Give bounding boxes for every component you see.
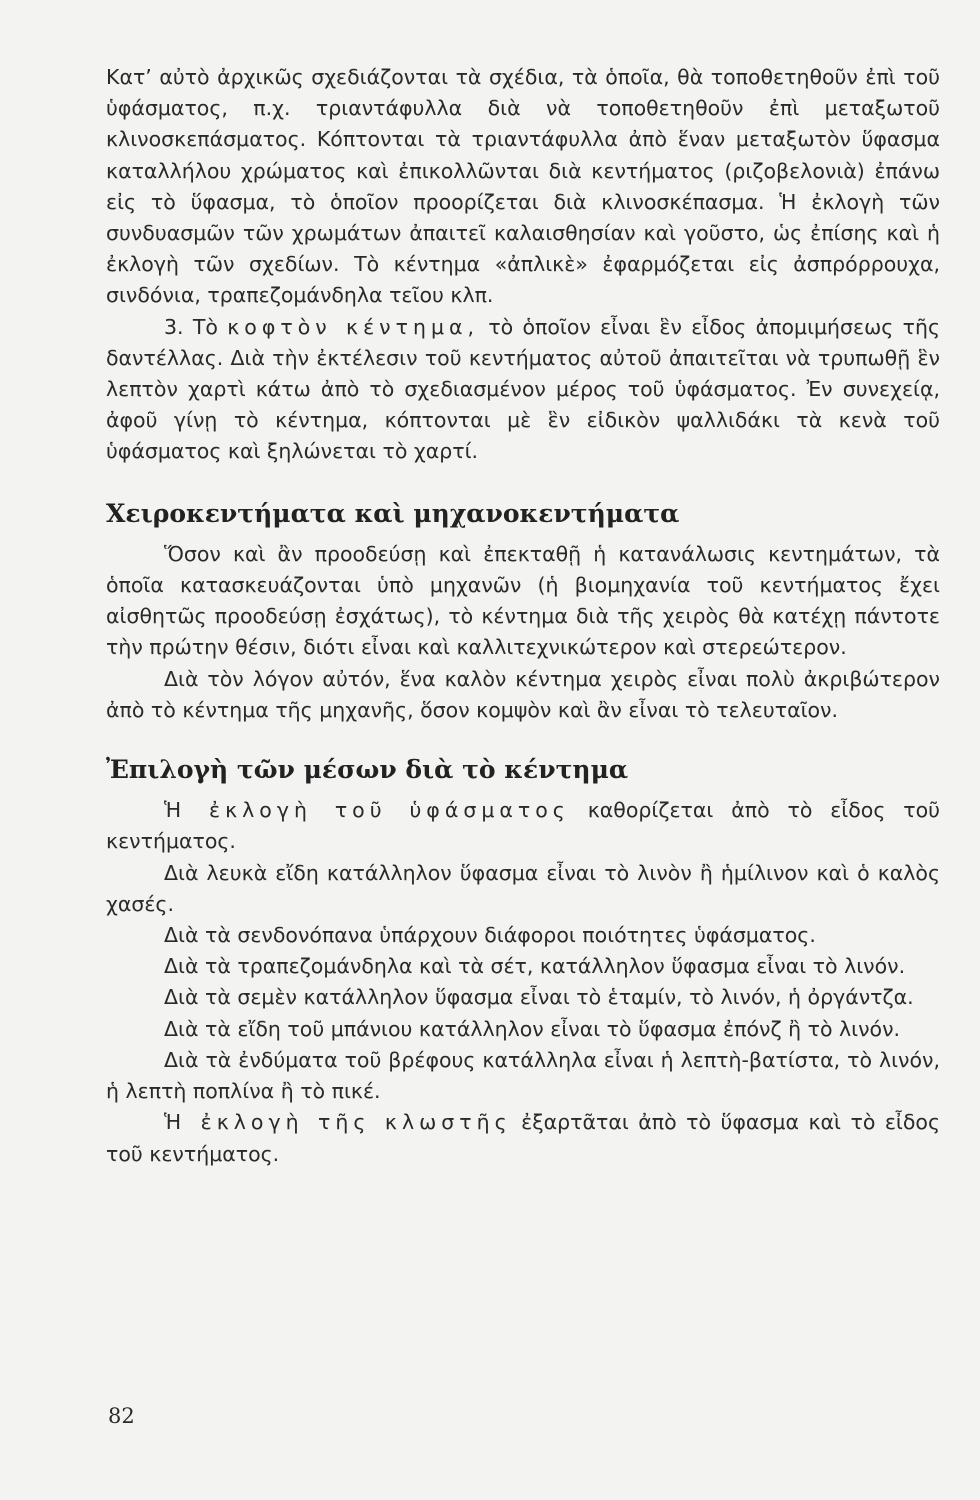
paragraph-sheets: Διὰ τὰ σενδονόπανα ὑπάρχουν διάφοροι ποιότητες ὑφάσματος. [164,923,816,948]
paragraph-baby-clothes: Διὰ τὰ ἐνδύματα τοῦ βρέφους κατάλληλα εἶναι ἡ λεπτὴ-βατίστα, τὸ λινόν, ἡ λεπτὴ ποπλίνα ἢ τὸ πικέ. [106,1047,940,1104]
paragraph-placemats: Διὰ τὰ σεμὲν κατάλληλον ὕφασμα εἶναι τὸ ἑταμίν, τὸ λινόν, ἡ ὀργάντζα. [164,985,914,1010]
paragraph-hand-machine-2: Διὰ τὸν λόγον αὐτόν, ἕνα καλὸν κέντημα χειρὸς εἶναι πολὺ ἀκριβώτερον ἀπὸ τὸ κέντημα τῆς μηχανῆς, ὅσον κομψὸν καὶ ἂν εἶναι τὸ τελευταῖον. [106,666,940,722]
thread-choice-term: Ἡ ἐκλογὴ τῆς κλωστῆς [164,1110,512,1135]
page-text [106,62,940,1170]
fabric-choice-term: Ἡ ἐκλογὴ τοῦ ὑφάσματος [164,798,570,823]
cut-embroidery-text: τὸ ὁποῖον εἶναι ἓν εἶδος ἀπομιμήσεως τῆς δαντέλλας. Διὰ τὴν ἐκτέλεσιν τοῦ κεντήματος αὐτοῦ ἀπαιτεῖται νὰ τρυπωθῇ ἓν λεπτὸν χαρτὶ κάτω ἀπὸ τὸ σχεδιασμένον μέρος τοῦ ὑφάσματος. Ἐν συνεχείᾳ, ἀφοῦ γίνῃ τὸ κέντημα, κόπτονται μὲ ἓν εἰδικὸν ψαλλιδάκι τὰ κενὰ τοῦ ὑφάσματος καὶ ξηλώνεται τὸ χαρτί. [106,314,940,464]
thread-choice-text: ἐξαρτᾶται ἀπὸ τὸ ὕφασμα καὶ τὸ εἶδος τοῦ κεντήματος. [106,1110,940,1166]
paragraph-hand-machine-1: Ὅσον καὶ ἂν προοδεύσῃ καὶ ἐπεκταθῇ ἡ κατανάλωσις κεντημάτων, τὰ ὁποῖα κατασκευάζονται ὑπὸ μηχανῶν (ἡ βιομηχανία τοῦ κεντήματος ἔχει αἰσθητῶς προοδεύσῃ ἐσχάτως), τὸ κέντημα διὰ τῆς χειρὸς θὰ κατέχῃ πάντοτε τὴν πρώτην θέσιν, διότι εἶναι καὶ καλλιτεχνικώτερον καὶ στερεώτερον. [106,541,940,660]
paragraph-white-goods: Διὰ λευκὰ εἴδη κατάλληλον ὕφασμα εἶναι τὸ λινὸν ἢ ἡμίλινον καὶ ὁ καλὸς χασές. [106,860,940,916]
section-heading-hand-machine: Χειροκεντήματα καὶ μηχανοκεντήματα [106,498,680,528]
paragraph-cut-embroidery [106,312,940,468]
paragraph-thread-choice [106,1107,940,1169]
paragraph-fabric-choice [106,795,940,857]
paragraph-tablecloths: Διὰ τὰ τραπεζομάνδηλα καὶ τὰ σέτ, κατάλληλον ὕφασμα εἶναι τὸ λινόν. [164,954,906,979]
paragraph-bath: Διὰ τὰ εἴδη τοῦ μπάνιου κατάλληλον εἶναι τὸ ὕφασμα ἐπόνζ ἢ τὸ λινόν. [164,1016,901,1041]
fabric-choice-text: καθορίζεται ἀπὸ τὸ εἶδος τοῦ κεντήματος. [106,798,940,854]
cut-embroidery-number: 3. Τὸ [164,314,218,339]
paragraph-applique: Κατ’ αὐτὸ ἀρχικῶς σχεδιάζονται τὰ σχέδια, τὰ ὁποῖα, θὰ τοποθετηθοῦν ἐπὶ τοῦ ὑφάσματος, π.χ. τριαντάφυλλα διὰ νὰ τοποθετηθοῦν ἐπὶ μεταξωτοῦ κλινοσκεπάσματος. Κόπτονται τὰ τριαντάφυλλα ἀπὸ ἕναν μεταξωτὸν ὕφασμα καταλλήλου χρώματος καὶ ἐπικολλῶνται διὰ κεντήματος (ριζοβελονιὰ) ἐπάνω εἰς τὸ ὕφασμα, τὸ ὁποῖον προορίζεται διὰ κλινοσκέπασμα. Ἡ ἐκλογὴ τῶν συνδυασμῶν τῶν χρωμάτων ἀπαιτεῖ καλαισθησίαν καὶ γοῦστο, ὡς ἐπίσης καὶ ἡ ἐκλογὴ τῶν σχεδίων. Τὸ κέντημα «ἀπλικὲ» ἐφαρμόζεται εἰς ἀσπρόρρουχα, σινδόνια, τραπεζομάνδηλα τεῖου κλπ. [106,65,940,308]
section-heading-selection: Ἐπιλογὴ τῶν μέσων διὰ τὸ κέντημα [106,755,629,785]
cut-embroidery-term: κοφτὸν κέντημα, [227,314,480,339]
page-number: 82 [108,1404,135,1428]
